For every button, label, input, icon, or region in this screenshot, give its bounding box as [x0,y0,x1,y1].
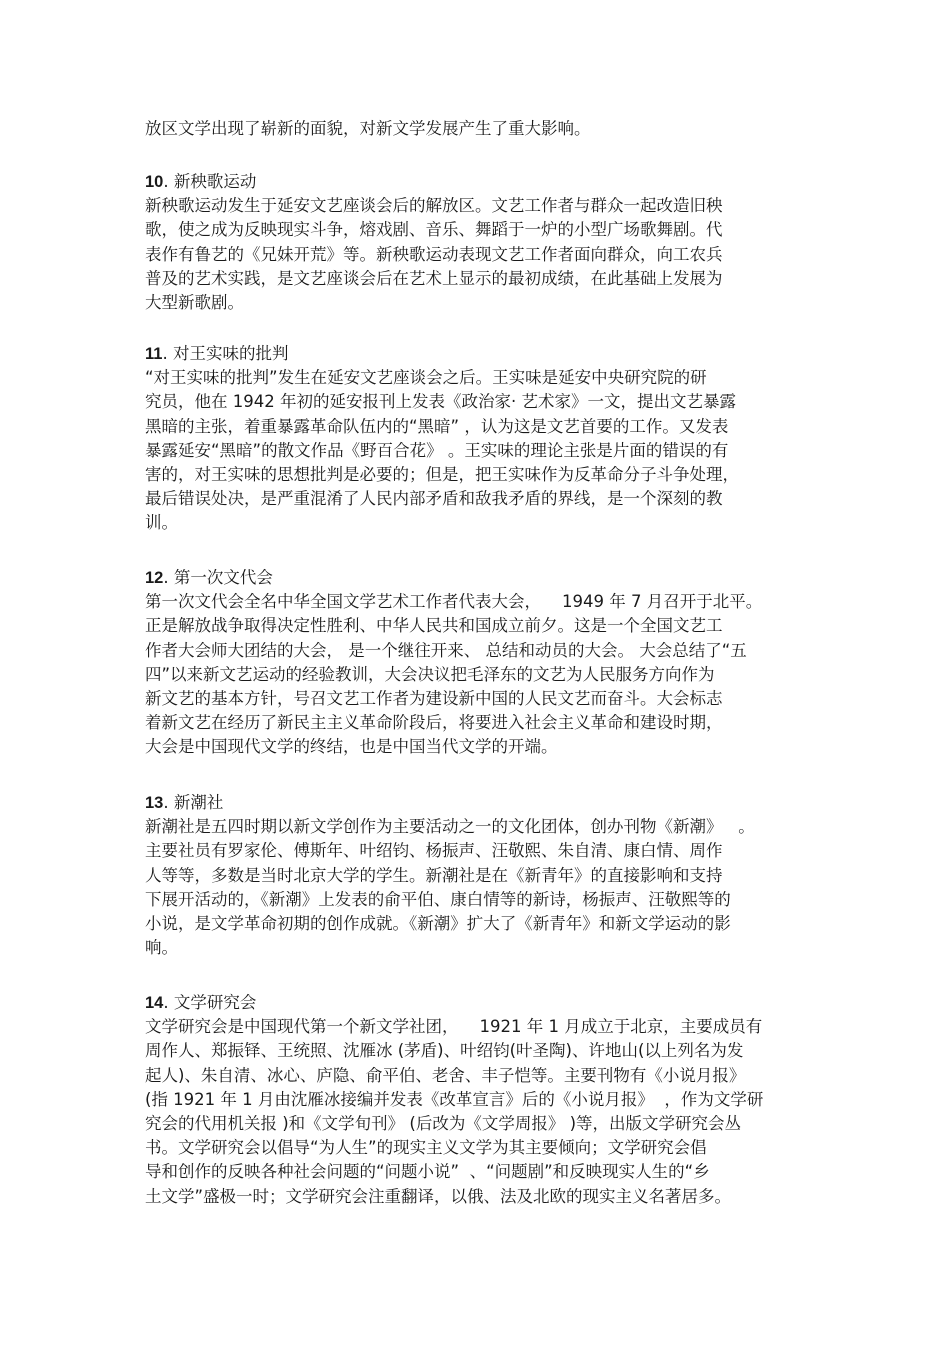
paragraph-line: 究员，他在 1942 年初的延安报刊上发表《政治家· 艺术家》一文，提出文艺暴露 [145,392,736,412]
paragraph-line: 暴露延安“黑暗”的散文作品《野百合花》 。王实味的理论主张是片面的错误的有 [145,440,729,460]
paragraph-line: 书。文学研究会以倡导“为人生”的现实主义文学为其主要倾向；文学研究会倡 [145,1138,707,1158]
section-title: . 对王实味的批判 [162,344,289,363]
paragraph-line: 正是解放战争取得决定性胜利、中华人民共和国成立前夕。这是一个全国文艺工 [145,616,723,636]
paragraph-line: 新潮社是五四时期以新文学创作为主要活动之一的文化团体，创办刊物《新潮》 。 [145,817,755,837]
paragraph-line: 最后错误处决，是严重混淆了人民内部矛盾和敌我矛盾的界线，是一个深刻的教 [145,489,723,509]
section-number: 14 [145,994,164,1012]
paragraph-line: 小说，是文学革命初期的创作成就。《新潮》扩大了《新青年》和新文学运动的影 [145,914,731,933]
paragraph-line: 大型新歌剧。 [145,293,244,312]
paragraph-line: 作者大会师大团结的大会， 是一个继往开来、 总结和动员的大会。 大会总结了“五 [145,640,747,660]
section-heading [145,566,273,590]
section-title: . 新潮社 [163,793,224,812]
paragraph-line: 表作有鲁艺的《兄妹开荒》等。新秧歌运动表现文艺工作者面向群众，向工农兵 [145,244,723,264]
paragraph-line: (指 1921 年 1 月由沈雁冰接编并发表《改革宣言》后的《小说月报》 ，作为文学研 [145,1089,764,1109]
paragraph-line: 人等等，多数是当时北京大学的学生。新潮社是在《新青年》的直接影响和支持 [145,865,723,885]
paragraph-line: 导和创作的反映各种社会问题的“问题小说” 、“问题剧”和反映现实人生的“乡 [145,1162,710,1182]
paragraph-line: 害的，对王实味的思想批判是必要的；但是，把王实味作为反革命分子斗争处理， [145,465,739,484]
section-heading [145,791,223,815]
paragraph-line: 新秧歌运动发生于延安文艺座谈会后的解放区。文艺工作者与群众一起改造旧秧 [145,196,723,216]
section-number: 13 [145,794,164,812]
paragraph-line: 普及的艺术实践，是文艺座谈会后在艺术上显示的最初成绩，在此基础上发展为 [145,268,723,288]
paragraph-line: 究会的代用机关报 )和《文学旬刊》 (后改为《文学周报》 )等，出版文学研究会丛 [145,1114,742,1133]
paragraph-line: 土文学”盛极一时；文学研究会注重翻译，以俄、法及北欧的现实主义名著居多。 [145,1186,732,1206]
paragraph-line: 起人)、朱自清、冰心、庐隐、俞平伯、老舍、丰子恺等。主要刊物有《小说月报》 [145,1065,746,1085]
section-title: . 新秧歌运动 [163,172,257,191]
paragraph-line: 第一次文代会全名中华全国文学艺术工作者代表大会， 1949 年 7 月召开于北平。 [145,592,763,612]
section-heading [145,991,256,1015]
section-title: . 文学研究会 [163,993,257,1012]
paragraph-line: 歌，使之成为反映现实斗争，熔戏剧、音乐、舞蹈于一炉的小型广场歌舞剧。代 [145,220,723,240]
paragraph-line: 着新文艺在经历了新民主主义革命阶段后，将要进入社会主义革命和建设时期， [145,713,723,733]
paragraph-line: 黑暗的主张，着重暴露革命队伍内的“黑暗” ，认为这是文艺首要的工作。又发表 [145,416,729,436]
paragraph-line: 响。 [145,938,178,958]
paragraph-line: 大会是中国现代文学的终结，也是中国当代文学的开端。 [145,737,558,757]
section-number: 11 [145,345,163,363]
paragraph-line: “对王实味的批判”发生在延安文艺座谈会之后。王实味是延安中央研究院的研 [145,368,707,388]
section-number: 10 [145,173,164,191]
section-number: 12 [145,569,164,587]
paragraph-line: 训。 [145,513,178,533]
paragraph-line: 四”以来新文艺运动的经验教训，大会决议把毛泽东的文艺为人民服务方向作为 [145,664,715,684]
section-title: . 第一次文代会 [163,568,273,587]
paragraph-line: 新文艺的基本方针，号召文艺工作者为建设新中国的人民文艺而奋斗。大会标志 [145,689,723,708]
section-heading [145,342,288,366]
paragraph-line: 周作人、郑振铎、王统照、沈雁冰 (茅盾)、叶绍钧(叶圣陶)、许地山(以上列名为发 [145,1041,744,1061]
section-heading [145,170,256,194]
paragraph-line: 放区文学出现了崭新的面貌，对新文学发展产生了重大影响。 [145,119,591,138]
paragraph-line: 文学研究会是中国现代第一个新文学社团， 1921 年 1 月成立于北京，主要成员有 [145,1017,763,1037]
paragraph-line: 下展开活动的，《新潮》上发表的俞平伯、康白情等的新诗，杨振声、汪敬熙等的 [145,889,731,909]
paragraph-line: 主要社员有罗家伦、傅斯年、叶绍钧、杨振声、汪敬熙、朱自清、康白情、周作 [145,841,723,861]
